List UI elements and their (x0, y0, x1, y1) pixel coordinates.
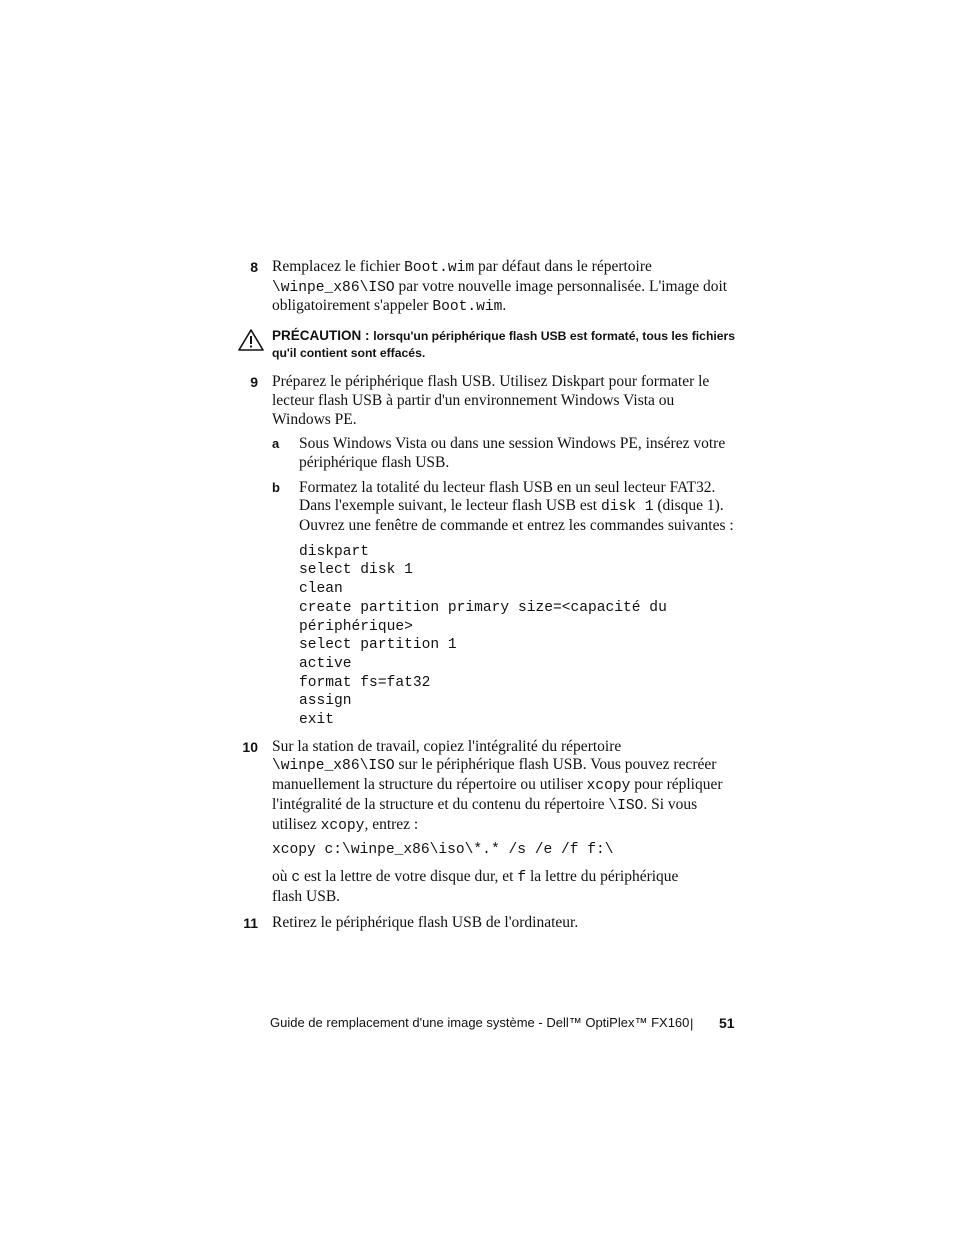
footer-title: Guide de remplacement d'une image système - Dell™ OptiPlex™ FX160 (270, 1015, 690, 1030)
text: sur le périphérique flash USB. Vous pouvez recréer (394, 756, 717, 774)
drive-letter-code: f (517, 869, 527, 886)
page-footer (270, 1015, 736, 1030)
text: Formatez la totalité du lecteur flash USB en un seul lecteur FAT32. (299, 478, 716, 496)
text: Dans l'exemple suivant, le lecteur flash USB est (299, 497, 601, 515)
footer-separator: | (690, 1016, 694, 1031)
step-text (299, 435, 748, 472)
substep-letter: b (272, 479, 280, 495)
page-number: 51 (719, 1015, 735, 1031)
text: Remplacez le fichier (272, 258, 405, 275)
text: (disque 1). (653, 497, 724, 515)
step-8 (238, 258, 748, 317)
text: la lettre du périphérique (526, 867, 679, 885)
text: par votre nouvelle image personnalisée. L'image doit (394, 277, 728, 295)
step-text (299, 479, 748, 536)
command-code: xcopy (320, 817, 365, 834)
text: périphérique flash USB. (299, 453, 450, 471)
text: . (502, 297, 507, 315)
command-code: xcopy (586, 778, 631, 795)
caution-text: lorsqu'un périphérique flash USB est formaté, tous les fichiers (373, 329, 736, 344)
text: Sur la station de travail, copiez l'intégralité du répertoire (272, 737, 622, 755)
step-text (272, 738, 748, 836)
warning-triangle-icon (238, 329, 264, 351)
text: est la lettre de votre disque dur, et (300, 867, 518, 885)
step-text (272, 373, 748, 429)
caution-title: PRÉCAUTION : (272, 328, 374, 344)
text: Ouvrez une fenêtre de commande et entrez les commandes suivantes : (299, 517, 734, 535)
step-9 (238, 373, 748, 429)
text: lecteur flash USB à partir d'un environnement Windows Vista ou (272, 391, 675, 409)
substep-letter: a (272, 436, 280, 452)
text: utilisez (272, 815, 321, 833)
filename-code: Boot.wim (432, 299, 503, 316)
text: , entrez : (364, 815, 419, 833)
caution-text: qu'il contient sont effacés. (272, 346, 426, 361)
step-number: 11 (243, 915, 258, 932)
text: flash USB. (272, 887, 341, 905)
path-code: \winpe_x86\ISO (272, 279, 395, 296)
step-text (272, 914, 748, 933)
document-body (238, 258, 748, 933)
text: Retirez le périphérique flash USB de l'ordinateur. (272, 914, 579, 932)
filename-code: Boot.wim (404, 260, 475, 276)
step-9b (238, 479, 748, 536)
step-number: 9 (250, 374, 258, 391)
text: pour répliquer (630, 776, 723, 794)
caution-note (238, 327, 748, 362)
text: . Si vous (643, 795, 698, 813)
text: Sous Windows Vista ou dans une session Windows PE, insérez votre (299, 435, 726, 453)
text: obligatoirement s'appeler (272, 297, 433, 315)
xcopy-command: xcopy c:\winpe_x86\iso\*.* /s /e /f f:\ (272, 842, 614, 859)
path-code: \winpe_x86\ISO (272, 758, 395, 775)
text: manuellement la structure du répertoire ou utiliser (272, 776, 587, 794)
step-text (272, 258, 748, 317)
text: l'intégralité de la structure et du contenu du répertoire (272, 795, 609, 813)
text: Windows PE. (272, 410, 357, 428)
disk-code: disk 1 (600, 499, 654, 516)
path-code: \ISO (608, 797, 644, 814)
drive-letter-code: c (291, 869, 301, 886)
text: où (272, 867, 292, 885)
step-number: 8 (250, 259, 258, 275)
step-11 (238, 914, 748, 933)
step-note (272, 868, 748, 906)
text: Préparez le périphérique flash USB. Utilisez Diskpart pour formater le (272, 373, 710, 391)
step-10 (238, 738, 748, 907)
diskpart-commands: diskpart select disk 1 clean create partition primary size=<capacité du périphérique> select partition 1 active format fs=fat32 assign exit (299, 543, 667, 729)
step-number: 10 (242, 738, 258, 755)
step-9a (238, 435, 748, 472)
text: par défaut dans le répertoire (474, 258, 652, 275)
